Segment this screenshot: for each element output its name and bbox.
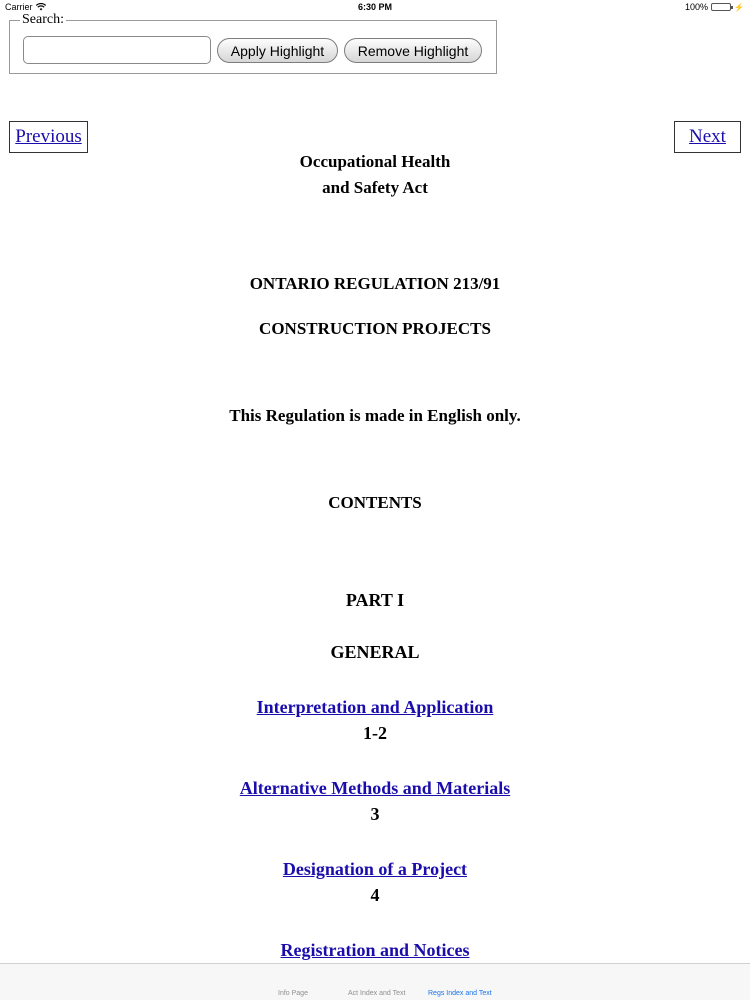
regulation-number: ONTARIO REGULATION 213/91 (249, 274, 501, 293)
act-title-line2: and Safety Act (322, 178, 428, 197)
toc-link-alternative-methods[interactable]: Alternative Methods and Materials (239, 778, 511, 798)
contents-heading: CONTENTS (328, 493, 422, 512)
battery-percent: 100% (685, 2, 709, 12)
part-title: GENERAL (330, 642, 420, 662)
toc-link-interpretation[interactable]: Interpretation and Application (256, 697, 494, 717)
part-heading: PART I (345, 590, 405, 610)
toc-entry (0, 778, 750, 799)
toc-entry (0, 940, 750, 961)
search-fieldset (9, 12, 497, 74)
charging-bolt-icon: ⚡ (734, 2, 744, 12)
tab-act-index[interactable]: Act Index and Text (348, 990, 406, 997)
toc-sections: 4 (370, 885, 380, 905)
toc-entry (0, 859, 750, 880)
status-bar (0, 0, 750, 15)
search-input[interactable] (23, 36, 211, 64)
carrier-label: Carrier (5, 2, 33, 12)
tab-regs-index[interactable]: Regs Index and Text (428, 990, 492, 997)
regulation-subject: CONSTRUCTION PROJECTS (259, 319, 491, 338)
toc-link-registration[interactable]: Registration and Notices (280, 940, 470, 960)
remove-highlight-button[interactable]: Remove Highlight (344, 38, 482, 63)
battery-icon (711, 3, 731, 11)
language-note: This Regulation is made in English only. (229, 406, 521, 425)
tab-info-page[interactable]: Info Page (278, 990, 308, 997)
search-legend: Search: (22, 12, 64, 27)
act-title-line1: Occupational Health (299, 152, 451, 171)
toc-sections: 3 (370, 804, 380, 824)
toc-entry (0, 697, 750, 718)
tab-bar (0, 963, 750, 1000)
toc-link-designation[interactable]: Designation of a Project (282, 859, 468, 879)
toc-sections: 1-2 (363, 723, 387, 743)
previous-link[interactable]: Previous (9, 121, 88, 153)
next-link[interactable]: Next (674, 121, 741, 153)
status-time: 6:30 PM (357, 2, 392, 12)
status-right (685, 2, 744, 12)
apply-highlight-button[interactable]: Apply Highlight (217, 38, 338, 63)
